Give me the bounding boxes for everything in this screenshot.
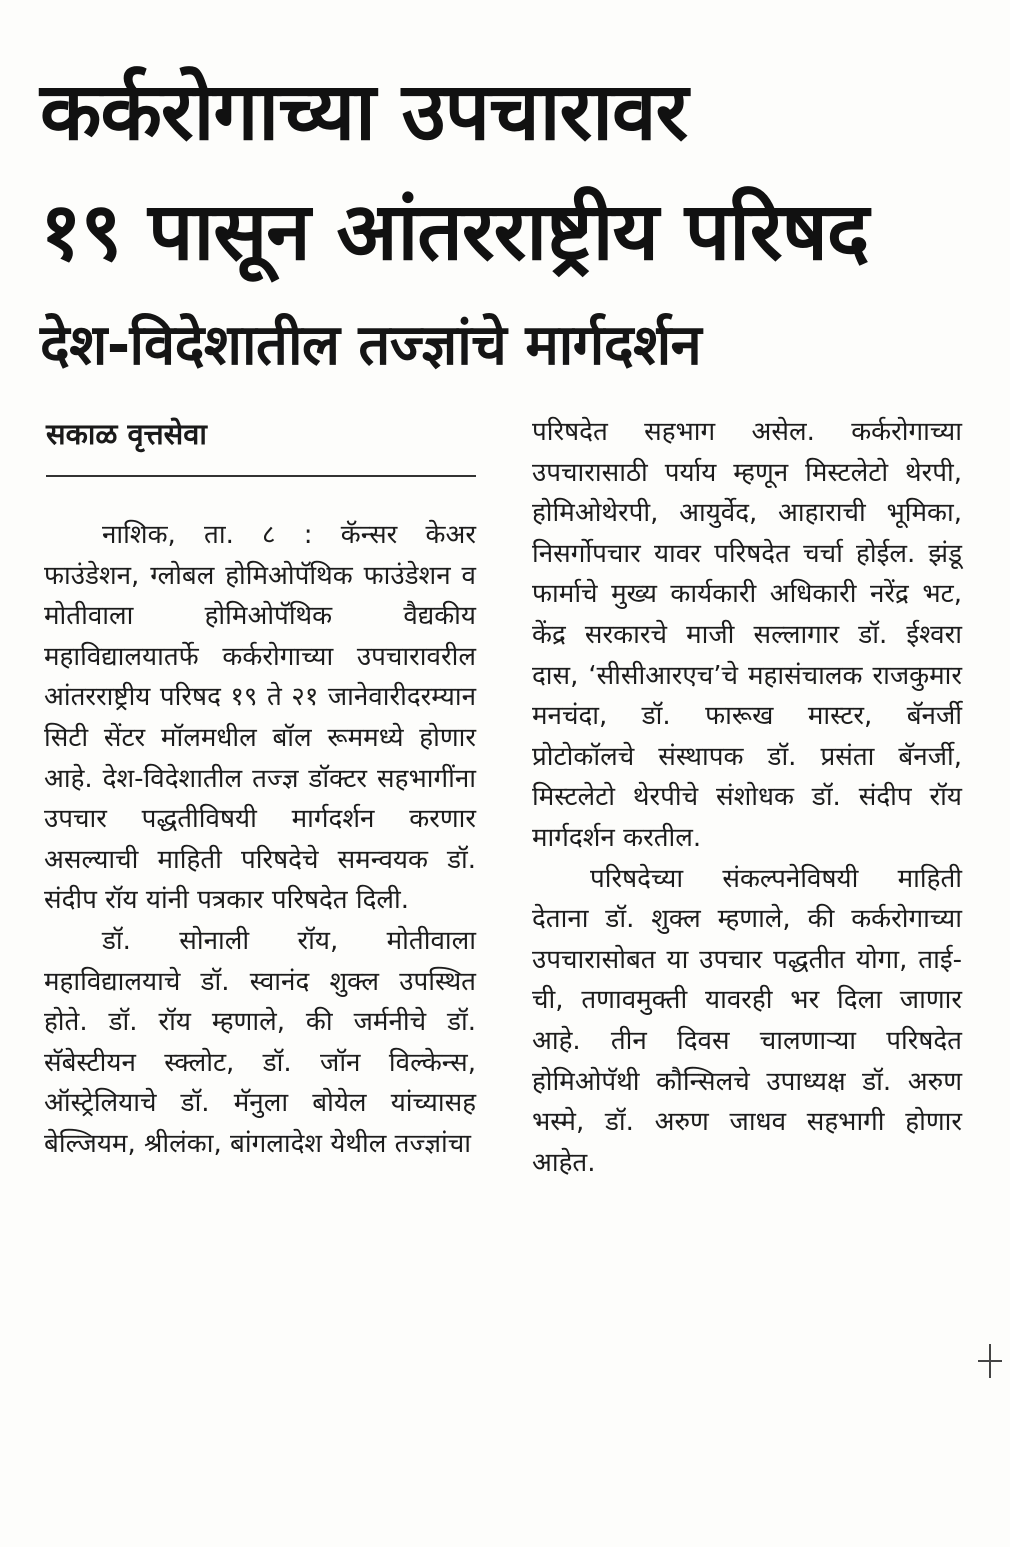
- right-column: [532, 412, 962, 1183]
- headline-line-1: कर्करोगाच्या उपचारावर: [40, 65, 688, 158]
- left-column: [44, 515, 476, 1165]
- subheadline: देश-विदेशातील तज्ज्ञांचे मार्गदर्शन: [40, 313, 702, 378]
- paragraph-right-2: परिषदेच्या संकल्पनेविषयी माहिती देताना डॉ. शुक्ल म्हणाले, की कर्करोगाच्या उपचारासोबत या उपचार पद्धतीत योगा, ताई-ची, तणावमुक्ती यावरही भर दिला जाणार आहे. तीन दिवस चालणाऱ्या परिषदेत होमिओपॅथी कौन्सिलचे उपाध्यक्ष डॉ. अरुण भस्मे, डॉ. अरुण जाधव सहभागी होणार आहेत.: [532, 863, 962, 1178]
- paragraph-left-2: डॉ. सोनाली रॉय, मोतीवाला महाविद्यालयाचे डॉ. स्वानंद शुक्ल उपस्थित होते. डॉ. रॉय म्हणाले, की जर्मनीचे डॉ. सॅबेस्टीयन स्क्लोट, डॉ. जॉन विल्केन्स, ऑस्ट्रेलियाचे डॉ. मॅनुला बोयेल यांच्यासह बेल्जियम, श्रीलंका, बांगलादेश येथील तज्ज्ञांचा: [44, 925, 476, 1159]
- headline-line-2: १९ पासून आंतरराष्ट्रीय परिषद: [40, 185, 869, 278]
- registration-mark: [978, 1344, 1002, 1378]
- byline: सकाळ वृत्तसेवा: [46, 417, 207, 451]
- paragraph-right-1: परिषदेत सहभाग असेल. कर्करोगाच्या उपचारासाठी पर्याय म्हणून मिस्टलेटो थेरपी, होमिओथेरपी, आयुर्वेद, आहाराची भूमिका, निसर्गोपचार यावर परिषदेत चर्चा होईल. झंडू फार्माचे मुख्य कार्यकारी अधिकारी नरेंद्र भट, केंद्र सरकारचे माजी सल्लागार डॉ. ईश्वरा दास, ‘सीसीआरएच’चे महासंचालक राजकुमार मनचंदा, डॉ. फारूख मास्टर, बॅनर्जी प्रोटोकॉलचे संस्थापक डॉ. प्रसंता बॅनर्जी, मिस्टलेटो थेरपीचे संशोधक डॉ. संदीप रॉय मार्गदर्शन करतील.: [532, 417, 962, 853]
- paragraph-left-1: नाशिक, ता. ८ : कॅन्सर केअर फाउंडेशन, ग्लोबल होमिओपॅथिक फाउंडेशन व मोतीवाला होमिओपॅथिक वैद्यकीय महाविद्यालयातर्फे कर्करोगाच्या उपचारावरील आंतरराष्ट्रीय परिषद १९ ते २१ जानेवारीदरम्यान सिटी सेंटर मॉलमधील बॉल रूममध्ये होणार आहे. देश-विदेशातील तज्ज्ञ डॉक्टर सहभागींना उपचार पद्धतीविषयी मार्गदर्शन करणार असल्याची माहिती परिषदेचे समन्वयक डॉ. संदीप रॉय यांनी पत्रकार परिषदेत दिली.: [44, 520, 476, 916]
- byline-divider: [46, 475, 476, 477]
